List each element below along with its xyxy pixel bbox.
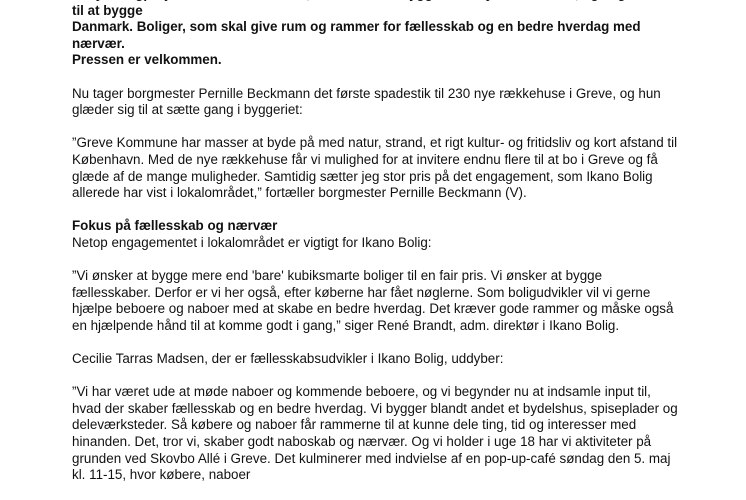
mayor-quote: ”Greve Kommune har masser at byde på med natur, strand, et rigt kultur- og fritidsliv og kort afstand til København. Med de nye rækkehuse får vi mulighed for at invitere endnu flere til at bo i Greve og få glæde af de mange muligheder. Samtidig sætter jeg stor pris på det engagement, som Ikano Bolig allerede har vist i lokalområdet,” fortæller borgmester Pernille Beckmann (V). bbox=[72, 135, 678, 201]
director-quote: ”Vi ønsker at bygge mere end 'bare' kubiksmarte boliger til en fair pris. Vi ønsker at bygge fællesskaber. Derfor er vi her også, efter køberne har fået nøglerne. Som boligudvikler vil vi gerne hjælpe beboere og naboer med at skabe en bedre hverdag. Det kræver gode rammer og måske også en hjælpende hånd til at komme godt i gang,” siger René Brandt, adm. direktør i Ikano Bolig. bbox=[72, 268, 674, 333]
intro-paragraph: Nu tager borgmester Pernille Beckmann det første spadestik til 230 nye rækkehuse i Greve, og hun glæder sig til at sætte gang i byggeriet: bbox=[72, 85, 661, 118]
section-intro: Netop engagementet i lokalområdet er vigtigt for Ikano Bolig: bbox=[72, 234, 432, 250]
document-body bbox=[72, 0, 682, 500]
lead-paragraph-line: Danmark. Boliger, som skal give rum og rammer for fællesskab og en bedre hverdag med nærvær. bbox=[72, 19, 641, 51]
cecilie-quote: ”Vi har været ude at møde naboer og kommende beboere, og vi begynder nu at indsamle input til, hvad der skaber fællesskab og en bedre hverdag. Vi bygger blandt andet et bydelshus, spiseplader og deleværksteder. Så købere og naboer får rammerne til at kunne dele ting, tid og interesser med hinanden. Det, tror vi, skaber godt naboskab og nærvær. Og vi holder i uge 18 har vi aktiviteter på grunden ved Skovbo Allé i Greve. Det kulminerer med indvielse af en pop-up-café søndag den 5. maj kl. 11-15, hvor købere, naboer bbox=[72, 384, 678, 483]
cecilie-intro: Cecilie Tarras Madsen, der er fællesskabsudvikler i Ikano Bolig, uddyber: bbox=[72, 351, 504, 367]
section-heading: Fokus på fællesskab og nærvær bbox=[72, 218, 278, 234]
lead-cut-line: til at bygge bbox=[72, 2, 143, 18]
press-welcome: Pressen er velkommen. bbox=[72, 52, 222, 68]
